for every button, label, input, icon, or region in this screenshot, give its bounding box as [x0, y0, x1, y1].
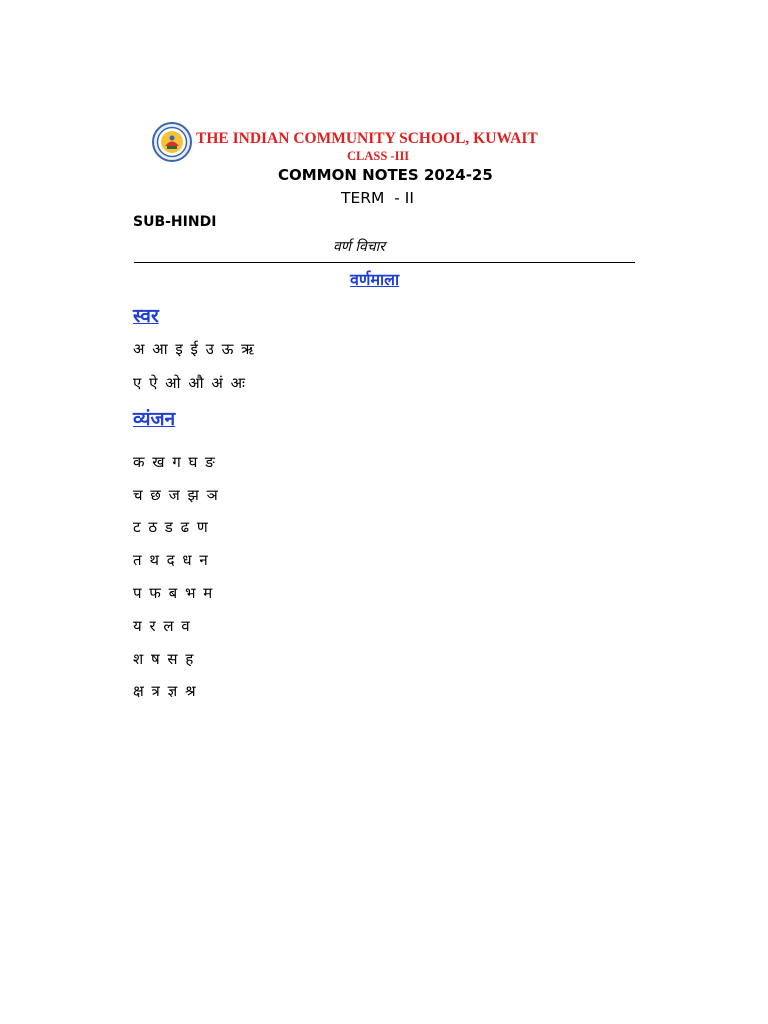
class-label: CLASS -III: [347, 149, 410, 163]
vowels-heading: स्वर: [133, 305, 159, 327]
school-name: THE INDIAN COMMUNITY SCHOOL, KUWAIT: [196, 130, 538, 147]
vowel-row: ए ऐ ओ औ अं अः: [133, 374, 246, 392]
consonants-heading: व्यंजन: [133, 408, 176, 430]
alphabet-heading: वर्णमाला: [350, 270, 400, 289]
consonant-row: य र ल व: [133, 617, 190, 635]
divider: [134, 262, 635, 263]
consonant-row: त थ द ध न: [133, 551, 208, 569]
vowel-row: अ आ इ ई उ ऊ ऋ: [133, 340, 254, 358]
subject-label: SUB-HINDI: [133, 214, 217, 230]
consonant-row: प फ ब भ म: [133, 584, 213, 602]
consonant-row: ट ठ ड ढ ण: [133, 518, 208, 536]
consonant-row: क ख ग घ ङ: [133, 453, 215, 471]
consonant-row: क्ष त्र ज्ञ श्र: [133, 682, 196, 700]
school-emblem-icon: [152, 122, 192, 162]
consonant-row: श ष स ह: [133, 650, 194, 668]
notes-title: COMMON NOTES 2024-25: [278, 166, 493, 184]
consonant-row: च छ ज झ ञ: [133, 486, 218, 504]
topic-title: वर्ण विचार: [333, 239, 386, 255]
term-label: TERM - II: [341, 189, 414, 207]
